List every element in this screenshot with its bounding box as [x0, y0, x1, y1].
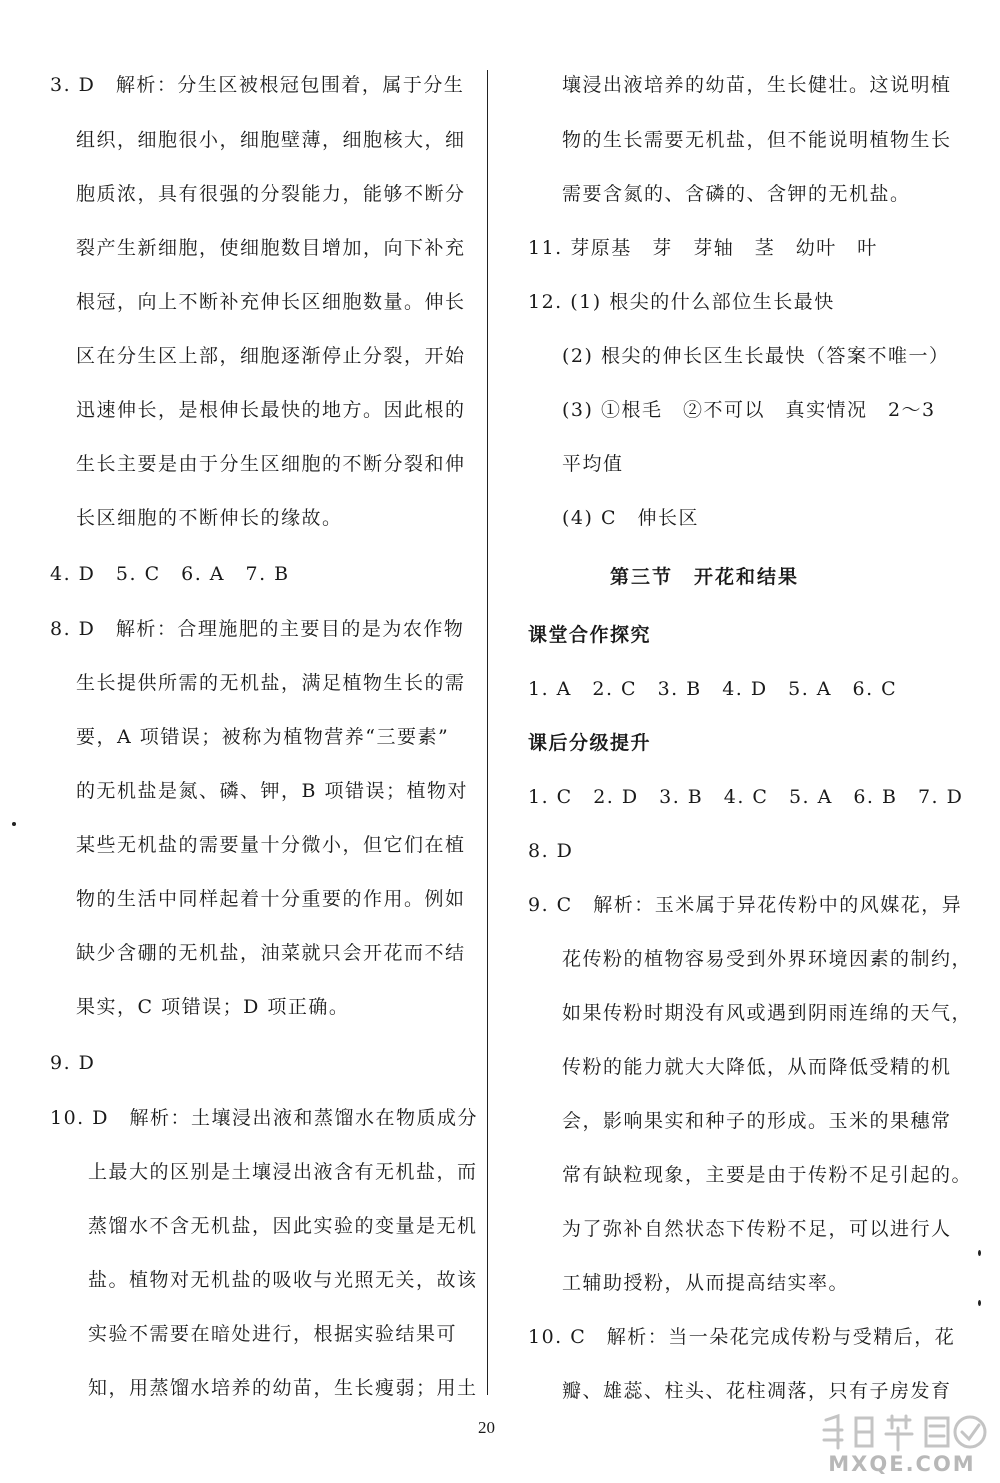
text-line: 花传粉的植物容易受到外界环境因素的制约，: [562, 948, 973, 970]
text-line: 要，A 项错误；被称为植物营养“三要素”: [76, 726, 450, 748]
text-line: 如果传粉时期没有风或遇到阴雨连绵的天气，: [562, 1002, 973, 1024]
text-line: 8. D 解析：合理施肥的主要目的是为农作物: [50, 618, 465, 640]
text-line: 盐。植物对无机盐的吸收与光照无关，故该: [88, 1269, 478, 1291]
text-line: 根冠，向上不断补充伸长区细胞数量。伸长: [76, 291, 466, 313]
watermark-text: MXQE.COM: [828, 1452, 976, 1476]
text-line: 12. (1) 根尖的什么部位生长最快: [528, 291, 835, 313]
text-line: 10. C 解析：当一朵花完成传粉与受精后，花: [528, 1326, 956, 1348]
text-line: 实验不需要在暗处进行，根据实验结果可: [88, 1323, 458, 1345]
text-line: 9. D: [50, 1052, 96, 1074]
text-line: 需要含氮的、含磷的、含钾的无机盐。: [562, 183, 911, 205]
text-line: 迅速伸长，是根伸长最快的地方。因此根的: [76, 399, 466, 421]
text-line: 10. D 解析：土壤浸出液和蒸馏水在物质成分: [50, 1107, 478, 1129]
text-line: 的无机盐是氮、磷、钾，B 项错误；植物对: [76, 780, 469, 802]
text-line: 11. 芽原基 芽 芽轴 茎 幼叶 叶: [528, 237, 878, 259]
text-line: 长区细胞的不断伸长的缘故。: [76, 507, 343, 529]
text-line: 会，影响果实和种子的形成。玉米的果穗常: [562, 1110, 952, 1132]
text-line: 平均值: [562, 453, 624, 475]
subsection-heading: 课后分级提升: [528, 732, 652, 754]
text-line: 9. C 解析：玉米属于异花传粉中的风媒花，异: [528, 894, 963, 916]
answer-list: 1. C 2. D 3. B 4. C 5. A 6. B 7. D: [528, 786, 964, 808]
text-line: 瓣、雄蕊、柱头、花柱凋落，只有子房发育: [562, 1380, 952, 1402]
watermark-logo-icon: [812, 1410, 992, 1454]
column-divider: [487, 70, 488, 1395]
text-line: 果实，C 项错误；D 项正确。: [76, 996, 350, 1018]
text-line: 裂产生新细胞，使细胞数目增加，向下补充: [76, 237, 466, 259]
watermark: [812, 1410, 992, 1478]
text-line: 常有缺粒现象，主要是由于传粉不足引起的。: [562, 1164, 973, 1186]
text-line: 壤浸出液培养的幼苗，生长健壮。这说明植: [562, 74, 952, 96]
text-line: 某些无机盐的需要量十分微小，但它们在植: [76, 834, 466, 856]
margin-dot: [978, 1300, 981, 1306]
text-line: 生长主要是由于分生区细胞的不断分裂和伸: [76, 453, 466, 475]
text-line: 胞质浓，具有很强的分裂能力，能够不断分: [76, 183, 466, 205]
answer-list: 1. A 2. C 3. B 4. D 5. A 6. C: [528, 678, 898, 700]
page-number: 20: [478, 1418, 495, 1437]
text-line: 上最大的区别是土壤浸出液含有无机盐，而: [88, 1161, 478, 1183]
text-line: 物的生长需要无机盐，但不能说明植物生长: [562, 129, 952, 151]
margin-dot: [978, 1250, 981, 1256]
text-line: 传粉的能力就大大降低，从而降低受精的机: [562, 1056, 952, 1078]
text-line: 组织，细胞很小，细胞壁薄，细胞核大，细: [76, 129, 466, 151]
text-line: 为了弥补自然状态下传粉不足，可以进行人: [562, 1218, 952, 1240]
text-line: 生长提供所需的无机盐，满足植物生长的需: [76, 672, 466, 694]
answer-list: 8. D: [528, 840, 574, 862]
text-line: 4. D 5. C 6. A 7. B: [50, 563, 290, 585]
text-line: 物的生活中同样起着十分重要的作用。例如: [76, 888, 466, 910]
text-line: (3) ①根毛 ②不可以 真实情况 2～3: [562, 399, 936, 421]
text-line: 3. D 解析：分生区被根冠包围着，属于分生: [50, 74, 465, 96]
text-line: 知，用蒸馏水培养的幼苗，生长瘦弱；用土: [88, 1377, 478, 1399]
section-title: 第三节 开花和结果: [610, 566, 800, 588]
text-line: (2) 根尖的伸长区生长最快（答案不唯一）: [562, 345, 950, 367]
text-line: 缺少含硼的无机盐，油菜就只会开花而不结: [76, 942, 466, 964]
text-line: 蒸馏水不含无机盐，因此实验的变量是无机: [88, 1215, 478, 1237]
margin-dot: [12, 822, 16, 826]
subsection-heading: 课堂合作探究: [528, 624, 652, 646]
text-line: 区在分生区上部，细胞逐渐停止分裂，开始: [76, 345, 466, 367]
text-line: 工辅助授粉，从而提高结实率。: [562, 1272, 850, 1294]
text-line: (4) C 伸长区: [562, 507, 699, 529]
